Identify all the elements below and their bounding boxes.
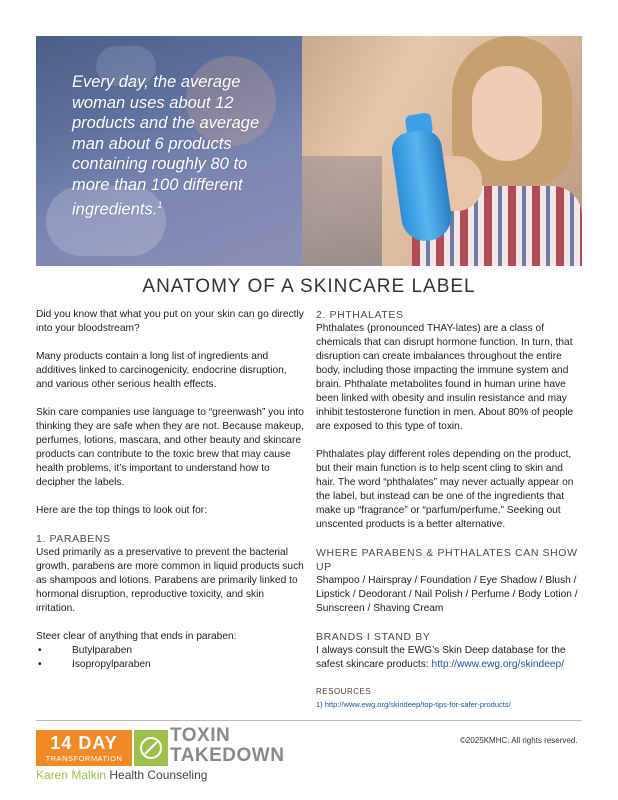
brands-description: I always consult the EWG’s Skin Deep database for the safest skincare products: bbox=[316, 645, 566, 670]
14-day-logo bbox=[36, 730, 132, 766]
karen-name: Karen Malkin bbox=[36, 768, 107, 782]
phthalates-heading: 2. PHTHALATES bbox=[316, 309, 404, 321]
right-column bbox=[316, 308, 582, 712]
logo-big-text: 14 DAY bbox=[50, 733, 118, 753]
hero-quote-text: Every day, the average woman uses about 12 products and the average man about 6 products containing roughly 80 to more than 100 different ingredients. bbox=[72, 73, 260, 219]
left-column bbox=[36, 308, 304, 672]
resources-item bbox=[316, 698, 582, 712]
toxin-takedown-logo bbox=[170, 726, 284, 766]
company-rest: Health Counseling bbox=[106, 768, 208, 782]
brands-heading: BRANDS I STAND BY bbox=[316, 631, 431, 643]
paraben-list bbox=[36, 644, 304, 672]
toxin-word: TOXIN bbox=[170, 725, 231, 746]
parabens-heading: 1. PARABENS bbox=[36, 533, 111, 545]
hero-quote bbox=[72, 72, 282, 220]
phthalates-paragraph-1: Phthalates (pronounced THAY-lates) are a class of chemicals that can disrupt hormone function. In turn, that disruption can create imbalances throughout the entire body, including those impacting the immune system and brain. Phthalate metabolites found in human urine have been linked with obesity and insulin resistance and may inhibit testosterone function in men. About 80% of people are exposed to this type of toxin. bbox=[316, 323, 574, 432]
intro-paragraph-4: Here are the top things to look out for: bbox=[36, 505, 208, 516]
phthalates-paragraph-2: Phthalates play different roles depending on the product, but their main function is to help scent cling to skin and hair. The word “phthalates” may never actually appear on the label, but instead can be one of the ingredients that make up “fragrance” or “parfum/perfume.” Seeking out unscented products is a better alternative. bbox=[316, 449, 574, 530]
bullet-icon: • bbox=[38, 659, 42, 670]
footer-divider bbox=[36, 720, 582, 721]
bullet-icon: • bbox=[38, 645, 42, 656]
intro-paragraph-3: Skin care companies use language to “greenwash” you into thinking they are safe when they are not. Because makeup, perfumes, lotions, mascara, and other beauty and skincare products can contribute to the toxic brew that may cause health problems, it’s important to understand how to decipher the labels. bbox=[36, 407, 304, 488]
brands-text bbox=[316, 644, 582, 672]
copyright: ©2025KMHC. All rights reserved. bbox=[460, 736, 578, 745]
intro-paragraph-2: Many products contain a long list of ingredients and additives linked to carcinogenicity, endocrine disruption, and various other serious health effects. bbox=[36, 351, 287, 390]
company-name bbox=[36, 768, 207, 782]
parabens-text: Used primarily as a preservative to prevent the bacterial growth, parabens are more common in liquid products such as shampoos and lotions. Parabens are primarily linked to hormonal disruption, reproductive toxicity, and skin irritation. bbox=[36, 547, 304, 614]
resources-heading: RESOURCES bbox=[316, 687, 372, 696]
list-item-label: Butylparaben bbox=[72, 645, 133, 656]
where-text: Shampoo / Hairspray / Foundation / Eye Shadow / Blush / Lipstick / Deodorant / Nail Polish / Perfume / Body Lotion / Sunscreen / Shaving Cream bbox=[316, 575, 578, 614]
list-item-label: Isopropylparaben bbox=[72, 659, 151, 670]
hero-photo bbox=[302, 36, 582, 266]
hero-banner bbox=[36, 36, 582, 266]
list-item bbox=[36, 644, 304, 658]
toxin-badge-icon bbox=[134, 730, 168, 766]
takedown-word: TAKEDOWN bbox=[170, 745, 285, 766]
page-title: ANATOMY OF A SKINCARE LABEL bbox=[142, 276, 476, 297]
resources-link[interactable]: http://www.ewg.org/skindeep/top-tips-for-safer-products/ bbox=[324, 700, 511, 709]
intro-paragraph-1: Did you know that what you put on your skin can go directly into your bloodstream? bbox=[36, 309, 304, 334]
where-heading: WHERE PARABENS & PHTHALATES CAN SHOW UP bbox=[316, 547, 578, 573]
list-item bbox=[36, 658, 304, 672]
logo-small-text: TRANSFORMATION bbox=[45, 754, 123, 763]
steer-clear-text: Steer clear of anything that ends in paraben: bbox=[36, 631, 237, 642]
hero-footnote-mark: 1 bbox=[157, 200, 163, 210]
ewg-skindeep-link[interactable]: http://www.ewg.org/skindeep/ bbox=[431, 659, 565, 670]
resources-number: 1) bbox=[316, 700, 323, 709]
